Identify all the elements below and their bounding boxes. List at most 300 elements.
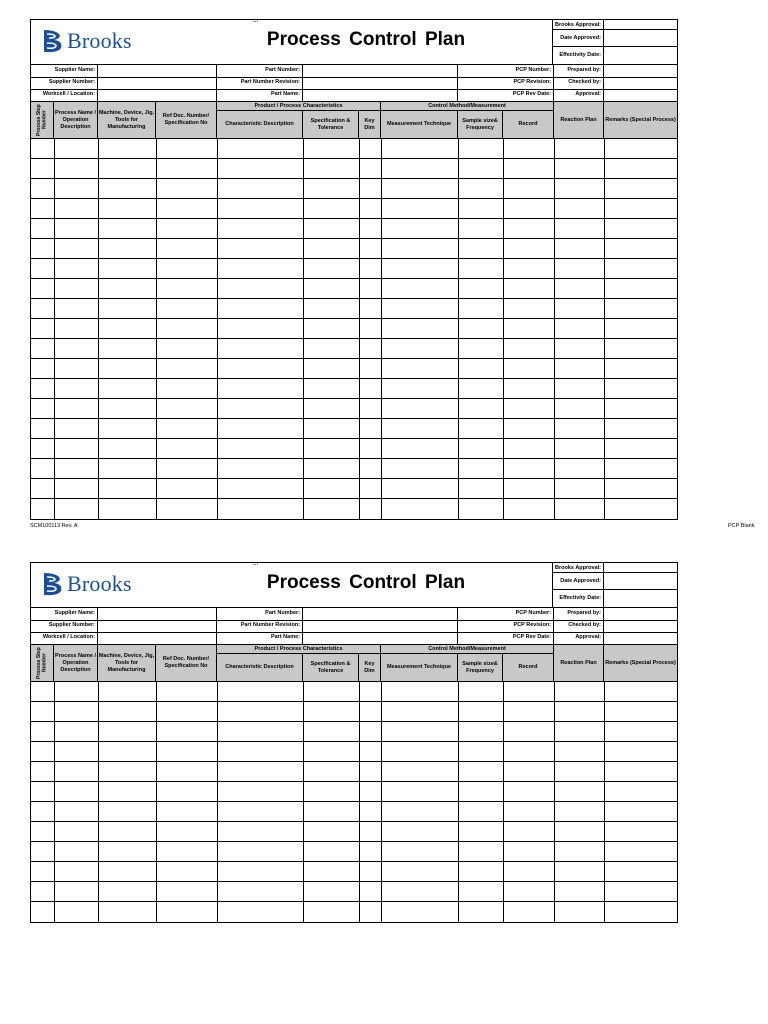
table-cell[interactable] <box>303 722 360 741</box>
table-cell[interactable] <box>359 259 382 278</box>
table-cell[interactable] <box>604 762 677 781</box>
table-cell[interactable] <box>381 239 459 258</box>
info-value-field[interactable] <box>303 89 458 101</box>
table-cell[interactable] <box>554 279 605 298</box>
table-cell[interactable] <box>554 139 605 158</box>
table-cell[interactable] <box>604 842 677 861</box>
table-cell[interactable] <box>98 682 157 701</box>
table-cell[interactable] <box>217 319 304 338</box>
table-cell[interactable] <box>458 842 504 861</box>
table-cell[interactable] <box>98 742 157 761</box>
table-cell[interactable] <box>303 359 360 378</box>
table-cell[interactable] <box>503 199 555 218</box>
table-cell[interactable] <box>554 259 605 278</box>
table-cell[interactable] <box>31 419 55 438</box>
table-cell[interactable] <box>604 199 677 218</box>
table-cell[interactable] <box>359 339 382 358</box>
table-cell[interactable] <box>381 782 459 801</box>
table-cell[interactable] <box>359 219 382 238</box>
table-cell[interactable] <box>54 842 99 861</box>
table-cell[interactable] <box>458 199 504 218</box>
table-cell[interactable] <box>31 439 55 458</box>
table-cell[interactable] <box>554 682 605 701</box>
table-cell[interactable] <box>503 299 555 318</box>
table-cell[interactable] <box>156 762 218 781</box>
table-cell[interactable] <box>217 782 304 801</box>
table-cell[interactable] <box>359 782 382 801</box>
table-cell[interactable] <box>54 702 99 721</box>
table-cell[interactable] <box>503 862 555 881</box>
table-cell[interactable] <box>503 259 555 278</box>
table-cell[interactable] <box>217 339 304 358</box>
table-cell[interactable] <box>604 882 677 901</box>
table-cell[interactable] <box>98 139 157 158</box>
table-cell[interactable] <box>156 499 218 519</box>
table-cell[interactable] <box>503 882 555 901</box>
table-cell[interactable] <box>303 479 360 498</box>
table-cell[interactable] <box>604 299 677 318</box>
table-cell[interactable] <box>98 339 157 358</box>
table-cell[interactable] <box>98 479 157 498</box>
table-cell[interactable] <box>54 479 99 498</box>
table-cell[interactable] <box>359 139 382 158</box>
table-cell[interactable] <box>54 319 99 338</box>
table-cell[interactable] <box>217 742 304 761</box>
info-value-field[interactable] <box>604 632 677 644</box>
table-cell[interactable] <box>217 419 304 438</box>
table-cell[interactable] <box>381 682 459 701</box>
table-cell[interactable] <box>359 802 382 821</box>
table-cell[interactable] <box>503 742 555 761</box>
table-cell[interactable] <box>604 319 677 338</box>
table-cell[interactable] <box>458 459 504 478</box>
table-cell[interactable] <box>458 822 504 841</box>
table-cell[interactable] <box>98 299 157 318</box>
table-cell[interactable] <box>604 459 677 478</box>
table-cell[interactable] <box>604 702 677 721</box>
table-cell[interactable] <box>217 139 304 158</box>
table-cell[interactable] <box>54 862 99 881</box>
table-cell[interactable] <box>359 822 382 841</box>
table-cell[interactable] <box>554 199 605 218</box>
table-cell[interactable] <box>503 722 555 741</box>
table-cell[interactable] <box>604 722 677 741</box>
table-cell[interactable] <box>554 459 605 478</box>
table-cell[interactable] <box>381 419 459 438</box>
table-cell[interactable] <box>359 299 382 318</box>
table-cell[interactable] <box>359 479 382 498</box>
table-cell[interactable] <box>217 882 304 901</box>
table-cell[interactable] <box>31 862 55 881</box>
table-cell[interactable] <box>303 399 360 418</box>
table-cell[interactable] <box>98 882 157 901</box>
table-cell[interactable] <box>217 459 304 478</box>
table-cell[interactable] <box>217 722 304 741</box>
table-cell[interactable] <box>54 139 99 158</box>
table-cell[interactable] <box>217 399 304 418</box>
table-cell[interactable] <box>381 702 459 721</box>
table-cell[interactable] <box>604 419 677 438</box>
table-cell[interactable] <box>554 239 605 258</box>
info-value-field[interactable] <box>303 608 458 620</box>
table-cell[interactable] <box>303 882 360 901</box>
table-cell[interactable] <box>554 319 605 338</box>
table-cell[interactable] <box>31 682 55 701</box>
table-cell[interactable] <box>458 682 504 701</box>
table-cell[interactable] <box>156 682 218 701</box>
table-cell[interactable] <box>98 279 157 298</box>
table-cell[interactable] <box>217 902 304 922</box>
table-cell[interactable] <box>31 299 55 318</box>
table-cell[interactable] <box>303 682 360 701</box>
table-cell[interactable] <box>359 179 382 198</box>
table-cell[interactable] <box>31 722 55 741</box>
table-cell[interactable] <box>381 842 459 861</box>
table-cell[interactable] <box>303 902 360 922</box>
table-cell[interactable] <box>359 399 382 418</box>
table-cell[interactable] <box>554 882 605 901</box>
table-cell[interactable] <box>217 179 304 198</box>
table-cell[interactable] <box>303 702 360 721</box>
table-cell[interactable] <box>54 822 99 841</box>
table-cell[interactable] <box>503 159 555 178</box>
table-cell[interactable] <box>458 802 504 821</box>
info-value-field[interactable] <box>303 632 458 644</box>
table-cell[interactable] <box>31 802 55 821</box>
table-cell[interactable] <box>604 782 677 801</box>
table-cell[interactable] <box>98 419 157 438</box>
table-cell[interactable] <box>503 782 555 801</box>
table-cell[interactable] <box>98 822 157 841</box>
table-cell[interactable] <box>98 842 157 861</box>
table-cell[interactable] <box>604 439 677 458</box>
table-cell[interactable] <box>503 379 555 398</box>
table-cell[interactable] <box>381 339 459 358</box>
table-cell[interactable] <box>156 319 218 338</box>
table-cell[interactable] <box>303 419 360 438</box>
table-cell[interactable] <box>156 742 218 761</box>
table-cell[interactable] <box>303 159 360 178</box>
table-cell[interactable] <box>359 159 382 178</box>
table-cell[interactable] <box>98 439 157 458</box>
table-cell[interactable] <box>359 842 382 861</box>
info-value-field[interactable] <box>98 620 217 632</box>
info-value-field[interactable] <box>303 65 458 77</box>
table-cell[interactable] <box>156 359 218 378</box>
table-cell[interactable] <box>381 359 459 378</box>
table-cell[interactable] <box>54 219 99 238</box>
table-cell[interactable] <box>503 219 555 238</box>
info-value-field[interactable] <box>604 65 677 77</box>
table-cell[interactable] <box>458 339 504 358</box>
table-cell[interactable] <box>31 239 55 258</box>
table-cell[interactable] <box>458 259 504 278</box>
table-cell[interactable] <box>31 479 55 498</box>
table-cell[interactable] <box>604 279 677 298</box>
table-cell[interactable] <box>303 219 360 238</box>
table-cell[interactable] <box>31 499 55 519</box>
approval-value-field[interactable] <box>604 572 677 589</box>
table-cell[interactable] <box>217 702 304 721</box>
table-cell[interactable] <box>156 459 218 478</box>
table-cell[interactable] <box>359 902 382 922</box>
table-cell[interactable] <box>554 339 605 358</box>
table-cell[interactable] <box>458 882 504 901</box>
table-cell[interactable] <box>98 802 157 821</box>
table-cell[interactable] <box>458 902 504 922</box>
table-cell[interactable] <box>359 762 382 781</box>
table-cell[interactable] <box>554 379 605 398</box>
table-cell[interactable] <box>359 279 382 298</box>
table-cell[interactable] <box>458 139 504 158</box>
table-cell[interactable] <box>359 319 382 338</box>
table-cell[interactable] <box>156 379 218 398</box>
table-cell[interactable] <box>31 219 55 238</box>
table-cell[interactable] <box>98 259 157 278</box>
table-cell[interactable] <box>381 439 459 458</box>
table-cell[interactable] <box>604 239 677 258</box>
table-cell[interactable] <box>217 842 304 861</box>
approval-value-field[interactable] <box>604 563 677 572</box>
table-cell[interactable] <box>31 159 55 178</box>
table-cell[interactable] <box>98 499 157 519</box>
table-cell[interactable] <box>458 279 504 298</box>
table-cell[interactable] <box>554 802 605 821</box>
table-cell[interactable] <box>31 179 55 198</box>
approval-value-field[interactable] <box>604 589 677 607</box>
table-cell[interactable] <box>54 742 99 761</box>
table-cell[interactable] <box>303 259 360 278</box>
table-cell[interactable] <box>381 862 459 881</box>
table-cell[interactable] <box>359 702 382 721</box>
table-cell[interactable] <box>217 279 304 298</box>
table-cell[interactable] <box>604 479 677 498</box>
table-cell[interactable] <box>554 439 605 458</box>
table-cell[interactable] <box>98 319 157 338</box>
table-cell[interactable] <box>503 479 555 498</box>
table-cell[interactable] <box>54 179 99 198</box>
table-cell[interactable] <box>156 159 218 178</box>
table-cell[interactable] <box>359 882 382 901</box>
table-cell[interactable] <box>156 439 218 458</box>
table-cell[interactable] <box>554 862 605 881</box>
table-cell[interactable] <box>98 782 157 801</box>
table-cell[interactable] <box>503 399 555 418</box>
table-cell[interactable] <box>217 239 304 258</box>
table-cell[interactable] <box>503 802 555 821</box>
table-cell[interactable] <box>381 219 459 238</box>
table-cell[interactable] <box>458 219 504 238</box>
table-cell[interactable] <box>54 199 99 218</box>
table-cell[interactable] <box>503 419 555 438</box>
table-cell[interactable] <box>604 399 677 418</box>
table-cell[interactable] <box>31 742 55 761</box>
table-cell[interactable] <box>554 722 605 741</box>
table-cell[interactable] <box>156 722 218 741</box>
table-cell[interactable] <box>604 359 677 378</box>
table-cell[interactable] <box>303 802 360 821</box>
table-cell[interactable] <box>503 682 555 701</box>
table-cell[interactable] <box>54 239 99 258</box>
table-cell[interactable] <box>156 299 218 318</box>
table-cell[interactable] <box>54 279 99 298</box>
table-cell[interactable] <box>554 782 605 801</box>
table-cell[interactable] <box>381 299 459 318</box>
table-cell[interactable] <box>554 179 605 198</box>
table-cell[interactable] <box>381 742 459 761</box>
info-value-field[interactable] <box>303 77 458 89</box>
info-value-field[interactable] <box>98 89 217 101</box>
table-cell[interactable] <box>303 179 360 198</box>
table-cell[interactable] <box>217 479 304 498</box>
table-cell[interactable] <box>381 802 459 821</box>
table-cell[interactable] <box>98 762 157 781</box>
table-cell[interactable] <box>31 359 55 378</box>
table-cell[interactable] <box>458 742 504 761</box>
table-cell[interactable] <box>604 822 677 841</box>
table-cell[interactable] <box>98 199 157 218</box>
table-cell[interactable] <box>554 822 605 841</box>
table-cell[interactable] <box>458 419 504 438</box>
table-cell[interactable] <box>98 219 157 238</box>
table-cell[interactable] <box>217 159 304 178</box>
table-cell[interactable] <box>156 179 218 198</box>
table-cell[interactable] <box>604 219 677 238</box>
table-cell[interactable] <box>381 762 459 781</box>
table-cell[interactable] <box>156 399 218 418</box>
approval-value-field[interactable] <box>604 46 677 64</box>
table-cell[interactable] <box>503 359 555 378</box>
table-cell[interactable] <box>381 902 459 922</box>
table-cell[interactable] <box>503 279 555 298</box>
table-cell[interactable] <box>156 862 218 881</box>
table-cell[interactable] <box>303 782 360 801</box>
table-cell[interactable] <box>503 822 555 841</box>
table-cell[interactable] <box>503 702 555 721</box>
table-cell[interactable] <box>54 159 99 178</box>
info-value-field[interactable] <box>604 77 677 89</box>
table-cell[interactable] <box>503 902 555 922</box>
table-cell[interactable] <box>604 902 677 922</box>
table-cell[interactable] <box>156 259 218 278</box>
table-cell[interactable] <box>54 499 99 519</box>
table-cell[interactable] <box>54 259 99 278</box>
table-cell[interactable] <box>359 459 382 478</box>
table-cell[interactable] <box>458 499 504 519</box>
table-cell[interactable] <box>217 762 304 781</box>
table-cell[interactable] <box>458 319 504 338</box>
approval-value-field[interactable] <box>604 20 677 29</box>
table-cell[interactable] <box>156 902 218 922</box>
table-cell[interactable] <box>217 199 304 218</box>
table-cell[interactable] <box>217 802 304 821</box>
table-cell[interactable] <box>217 379 304 398</box>
table-cell[interactable] <box>381 459 459 478</box>
table-cell[interactable] <box>554 159 605 178</box>
table-cell[interactable] <box>156 842 218 861</box>
table-cell[interactable] <box>503 339 555 358</box>
table-cell[interactable] <box>554 762 605 781</box>
table-cell[interactable] <box>503 842 555 861</box>
table-cell[interactable] <box>54 399 99 418</box>
table-cell[interactable] <box>554 399 605 418</box>
table-cell[interactable] <box>156 882 218 901</box>
table-cell[interactable] <box>554 702 605 721</box>
table-cell[interactable] <box>156 419 218 438</box>
table-cell[interactable] <box>604 259 677 278</box>
table-cell[interactable] <box>156 139 218 158</box>
table-cell[interactable] <box>31 459 55 478</box>
table-cell[interactable] <box>503 762 555 781</box>
info-value-field[interactable] <box>303 620 458 632</box>
table-cell[interactable] <box>303 459 360 478</box>
table-cell[interactable] <box>359 722 382 741</box>
table-cell[interactable] <box>503 459 555 478</box>
table-cell[interactable] <box>303 299 360 318</box>
table-cell[interactable] <box>31 702 55 721</box>
table-cell[interactable] <box>359 499 382 519</box>
table-cell[interactable] <box>458 439 504 458</box>
table-cell[interactable] <box>359 439 382 458</box>
info-value-field[interactable] <box>604 620 677 632</box>
table-cell[interactable] <box>458 179 504 198</box>
table-cell[interactable] <box>503 239 555 258</box>
table-cell[interactable] <box>503 179 555 198</box>
table-cell[interactable] <box>554 479 605 498</box>
table-cell[interactable] <box>303 379 360 398</box>
table-cell[interactable] <box>303 822 360 841</box>
table-cell[interactable] <box>604 682 677 701</box>
table-cell[interactable] <box>31 259 55 278</box>
table-cell[interactable] <box>381 399 459 418</box>
table-cell[interactable] <box>31 379 55 398</box>
approval-value-field[interactable] <box>604 29 677 46</box>
table-cell[interactable] <box>303 842 360 861</box>
info-value-field[interactable] <box>98 65 217 77</box>
table-cell[interactable] <box>554 499 605 519</box>
table-cell[interactable] <box>503 439 555 458</box>
table-cell[interactable] <box>98 179 157 198</box>
info-value-field[interactable] <box>98 608 217 620</box>
table-cell[interactable] <box>359 359 382 378</box>
table-cell[interactable] <box>554 842 605 861</box>
table-cell[interactable] <box>359 379 382 398</box>
table-cell[interactable] <box>604 742 677 761</box>
table-cell[interactable] <box>217 499 304 519</box>
table-cell[interactable] <box>54 379 99 398</box>
table-cell[interactable] <box>98 239 157 258</box>
table-cell[interactable] <box>98 702 157 721</box>
table-cell[interactable] <box>217 359 304 378</box>
table-cell[interactable] <box>54 802 99 821</box>
table-cell[interactable] <box>31 902 55 922</box>
table-cell[interactable] <box>458 239 504 258</box>
table-cell[interactable] <box>604 499 677 519</box>
table-cell[interactable] <box>458 299 504 318</box>
table-cell[interactable] <box>604 139 677 158</box>
table-cell[interactable] <box>381 319 459 338</box>
table-cell[interactable] <box>381 139 459 158</box>
table-cell[interactable] <box>303 199 360 218</box>
info-value-field[interactable] <box>604 89 677 101</box>
table-cell[interactable] <box>359 239 382 258</box>
table-cell[interactable] <box>554 419 605 438</box>
table-cell[interactable] <box>31 139 55 158</box>
info-value-field[interactable] <box>98 77 217 89</box>
table-cell[interactable] <box>381 179 459 198</box>
table-cell[interactable] <box>554 219 605 238</box>
table-cell[interactable] <box>217 862 304 881</box>
